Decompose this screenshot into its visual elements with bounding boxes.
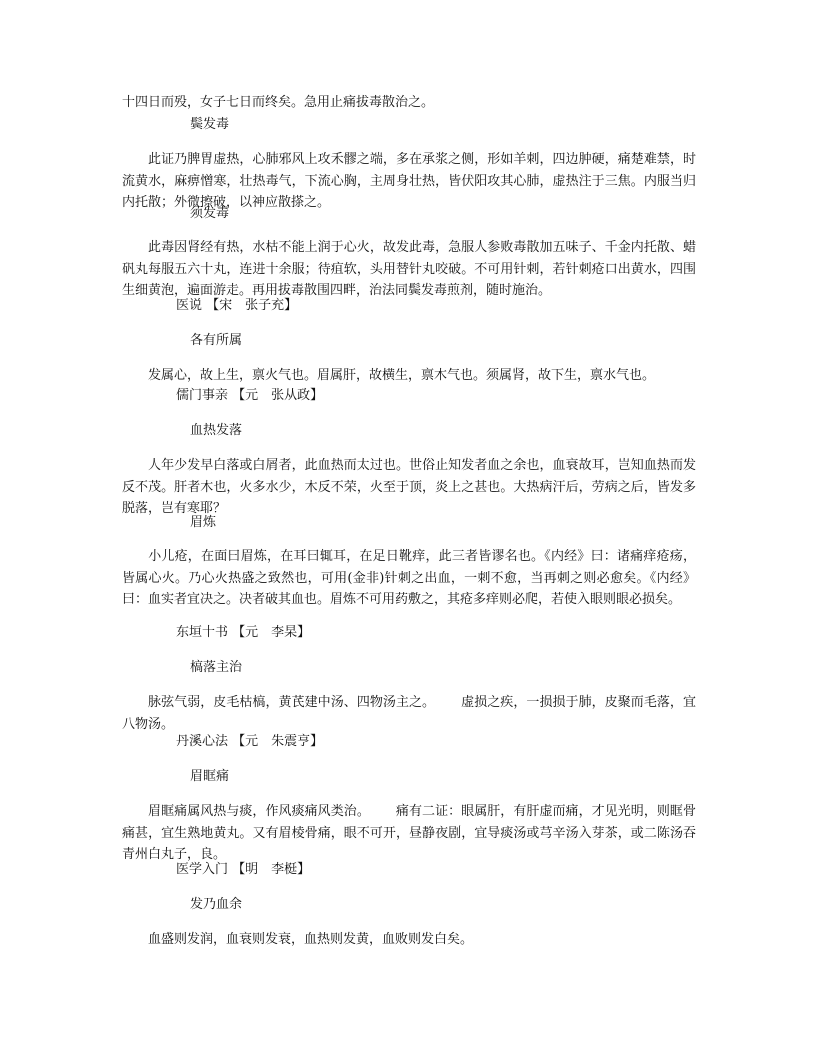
heading-xuere: 血热发落 [190, 423, 243, 438]
paragraph-meikuang [122, 801, 696, 866]
heading-binfa: 鬓发毒 [190, 117, 230, 132]
paragraph-xuere-text: 人年少发早白落或白屑者，此血热而太过也。世俗止知发者血之余也，血衰故耳，岂知血热而发反不茂。肝者木也，火多水少，木反不荣，火至于顶，炎上之甚也。大热病汗后，劳病之后，皆发多脱落，岂有寒耶？ [122, 458, 696, 516]
paragraph-xufa [122, 237, 696, 302]
paragraph-xuere [122, 455, 696, 520]
paragraph-geyou-text: 发属心，故上生，禀火气也。眉属肝，故横生，禀木气也。须属肾，故下生，禀水气也。 [148, 368, 656, 383]
heading-gaoluo: 槁落主治 [190, 660, 243, 675]
paragraph-gaoluo-b: 虚损之疾，一损损于肺，皮聚而毛落，宜八物汤。 [122, 695, 696, 732]
intro-line: 十四日而殁，女子七日而终矣。急用止痛拔毒散治之。 [122, 95, 435, 110]
source-danxi: 丹溪心法 【元 朱震亨】 [176, 734, 324, 749]
source-dongyuan: 东垣十书 【元 李杲】 [176, 625, 311, 640]
source-yishuo: 医说 【宋 张子充】 [176, 298, 298, 313]
heading-fanai: 发乃血余 [190, 897, 243, 912]
paragraph-gaoluo-a: 脉弦气弱，皮毛枯槁，黄芪建中汤、四物汤主之。 [148, 695, 436, 710]
paragraph-fanai [122, 929, 696, 951]
heading-xufa: 须发毒 [190, 206, 230, 221]
paragraph-meikuang-b: 痛有二证：眼属肝，有肝虚而痛，才见光明，则眶骨痛甚，宜生熟地黄丸。又有眉棱骨痛，眼不可开，昼静夜剧，宜导痰汤或芎辛汤入芽茶，或二陈汤吞青州白丸子，良。 [122, 804, 696, 862]
source-yixue: 医学入门 【明 李梃】 [176, 862, 311, 877]
paragraph-binfa-text: 此证乃脾胃虚热，心肺邪风上攻禾髎之端，多在承浆之侧，形如羊刺，四边肿硬，痛楚难禁，时流黄水，麻痹憎寒，壮热毒气，下流心胸，主周身壮热，皆伏阳攻其心肺，虚热注于三焦。内服当归内托散；外微擦破，以神应散搽之。 [122, 152, 696, 210]
heading-meilian: 眉炼 [190, 515, 217, 530]
source-rumen: 儒门事亲 【元 张从政】 [176, 388, 324, 403]
paragraph-meilian-text: 小儿疮，在面曰眉炼，在耳曰辄耳，在足日靴痒，此三者皆谬名也。《内经》曰：诸痛痒疮疡，皆属心火。乃心火热盛之致然也，可用(金非)针刺之出血，一刺不愈，当再刺之则必愈矣。《内经》曰：血实者宜决之。决者破其血也。眉炼不可用药敷之，其疮多痒则必爬，若使入眼则眼必损矣。 [122, 549, 696, 607]
heading-meikuang: 眉眶痛 [190, 769, 230, 784]
paragraph-fanai-text: 血盛则发润，血衰则发衰，血热则发黄，血败则发白矣。 [148, 932, 474, 947]
paragraph-xufa-text: 此毒因肾经有热，水枯不能上润于心火，故发此毒，急服人参败毒散加五味子、千金内托散、蜡矾丸每服五六十丸，连进十余服；待疽软，头用替针丸咬破。不可用针刺，若针刺疮口出黄水，四围生细黄泡，遍面游走。再用拔毒散围四畔，治法同鬓发毒煎剂，随时施治。 [122, 240, 696, 298]
paragraph-geyou [122, 365, 696, 387]
paragraph-meilian [122, 546, 696, 611]
paragraph-gaoluo [122, 692, 696, 735]
paragraph-binfa [122, 149, 696, 214]
paragraph-meikuang-a: 眉眶痛属风热与痰，作风痰痛风类治。 [148, 804, 370, 819]
heading-geyou: 各有所属 [190, 333, 243, 348]
